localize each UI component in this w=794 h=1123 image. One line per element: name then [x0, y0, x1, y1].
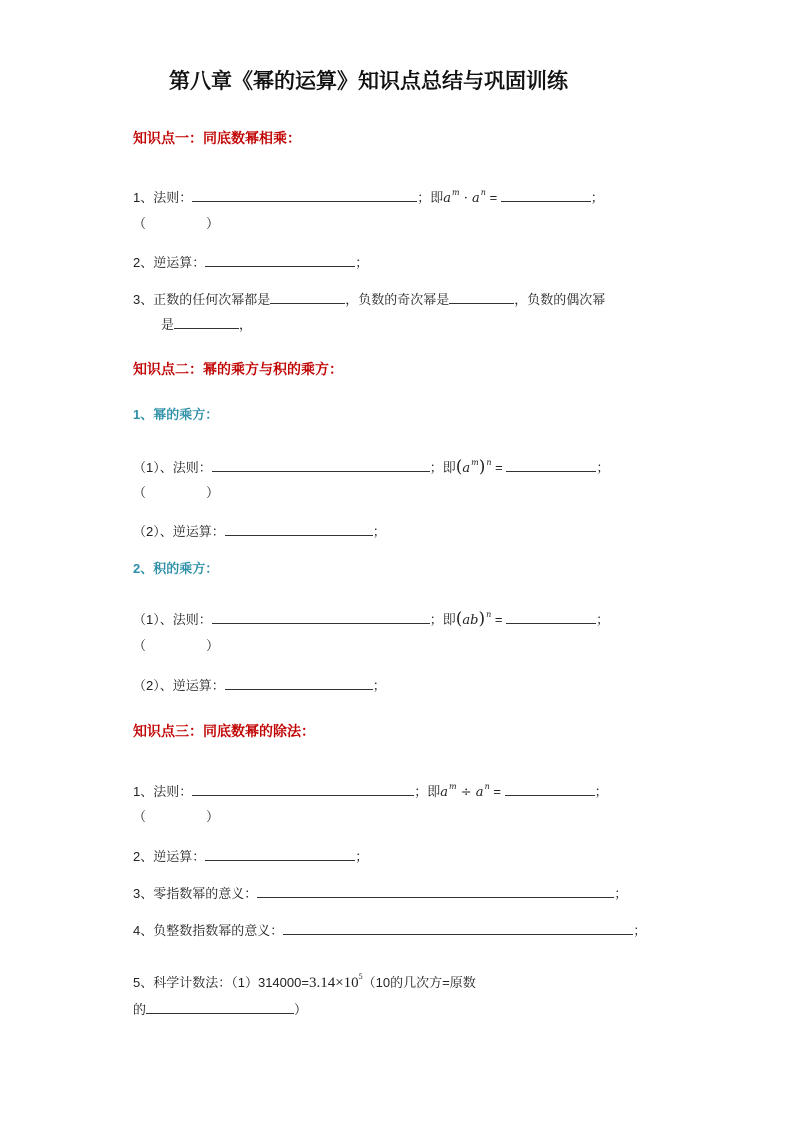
s1-item3-line2: 是 ，: [161, 314, 252, 335]
s1-inverse-line: 2、逆运算： ；: [133, 252, 368, 273]
s3-zero-line: 3、零指数幂的意义： ；: [133, 883, 627, 904]
page-title: 第八章《幂的运算》知识点总结与巩固训练: [169, 68, 568, 93]
s2-sub2-inverse-blank[interactable]: [225, 675, 373, 690]
s1-law-line: [133, 183, 604, 209]
s3-inverse-blank[interactable]: [205, 846, 355, 861]
s2-sub2-result-blank[interactable]: [506, 609, 596, 624]
s2-sub2-law-line: （1）、法则： ；即(ab)$^n$ = ；: [133, 609, 610, 629]
s3-neg-line: 4、负整数指数幂的意义： ；: [133, 920, 646, 941]
s2-sub2-law-blank[interactable]: [212, 609, 430, 624]
s1-result-blank[interactable]: [501, 187, 591, 202]
s1-law-blank[interactable]: [192, 187, 417, 202]
section-heading-3: 知识点三：同底数幂的除法：: [133, 723, 315, 739]
s3-law-line: 1、法则： ；即$a^m \div a^n$ = ；: [133, 782, 608, 800]
s3-sci-line1: 5、科学计数法：$(1)314000=3.14\times 10^5(10$的几次方=原数: [133, 972, 476, 991]
s1-ji: ；即: [417, 190, 444, 205]
s3-formula: $a^m \div a^n$: [440, 782, 490, 800]
s2-sub2-inverse-line: （2）、逆运算： ；: [133, 675, 386, 696]
s2-sub1-formula: $(a^m)^n$: [455, 457, 492, 477]
s3-sci-line2: 的 ）: [133, 999, 307, 1020]
s1-even-blank[interactable]: [174, 314, 239, 329]
s1-law-label: 1、法则：: [133, 190, 193, 205]
s2-sub2-paren[interactable]: （ ）: [133, 638, 220, 653]
section-heading-2: 知识点二：幂的乘方与积的乘方：: [133, 361, 343, 377]
s2-sub1-result-blank[interactable]: [506, 457, 596, 472]
s2-sub2-formula: (ab)$^n$: [455, 609, 492, 629]
s3-zero-blank[interactable]: [257, 883, 614, 898]
s3-result-blank[interactable]: [505, 781, 595, 796]
s1-item3-line1: 3、正数的任何次幂都是 ，负数的奇次幂是 ，负数的偶次幂: [133, 289, 605, 310]
s3-inverse-line: 2、逆运算： ；: [133, 846, 368, 867]
s1-positive-blank[interactable]: [270, 289, 345, 304]
s1-inverse-blank[interactable]: [205, 252, 355, 267]
s1-odd-blank[interactable]: [449, 289, 514, 304]
subsection-power-of-power: 1、幂的乘方：: [133, 407, 219, 422]
s1-inverse-label: 2、逆运算：: [133, 255, 206, 270]
s2-sub1-paren[interactable]: （ ）: [133, 485, 220, 500]
s3-sci-value: $3.14\times 10^5$: [308, 972, 363, 991]
s1-eq: =: [489, 190, 498, 205]
s1-semi: ；: [590, 190, 604, 205]
section-heading-1: 知识点一：同底数幂相乘：: [133, 130, 301, 146]
s2-sub1-law-line: （1）、法则： ；即$(a^m)^n$ = ；: [133, 457, 610, 477]
s3-neg-blank[interactable]: [283, 920, 633, 935]
s3-sci-blank[interactable]: [146, 999, 294, 1014]
s1-paren[interactable]: （ ）: [133, 216, 220, 231]
subsection-power-of-product: 2、积的乘方：: [133, 561, 219, 576]
s2-sub1-law-blank[interactable]: [212, 457, 430, 472]
s2-sub1-inverse-line: （2）、逆运算： ；: [133, 521, 386, 542]
s2-sub1-inverse-blank[interactable]: [225, 521, 373, 536]
s3-law-blank[interactable]: [192, 781, 414, 796]
s3-paren[interactable]: （ ）: [133, 809, 220, 824]
s1-formula: $a^m \cdot a^n$: [443, 188, 486, 206]
